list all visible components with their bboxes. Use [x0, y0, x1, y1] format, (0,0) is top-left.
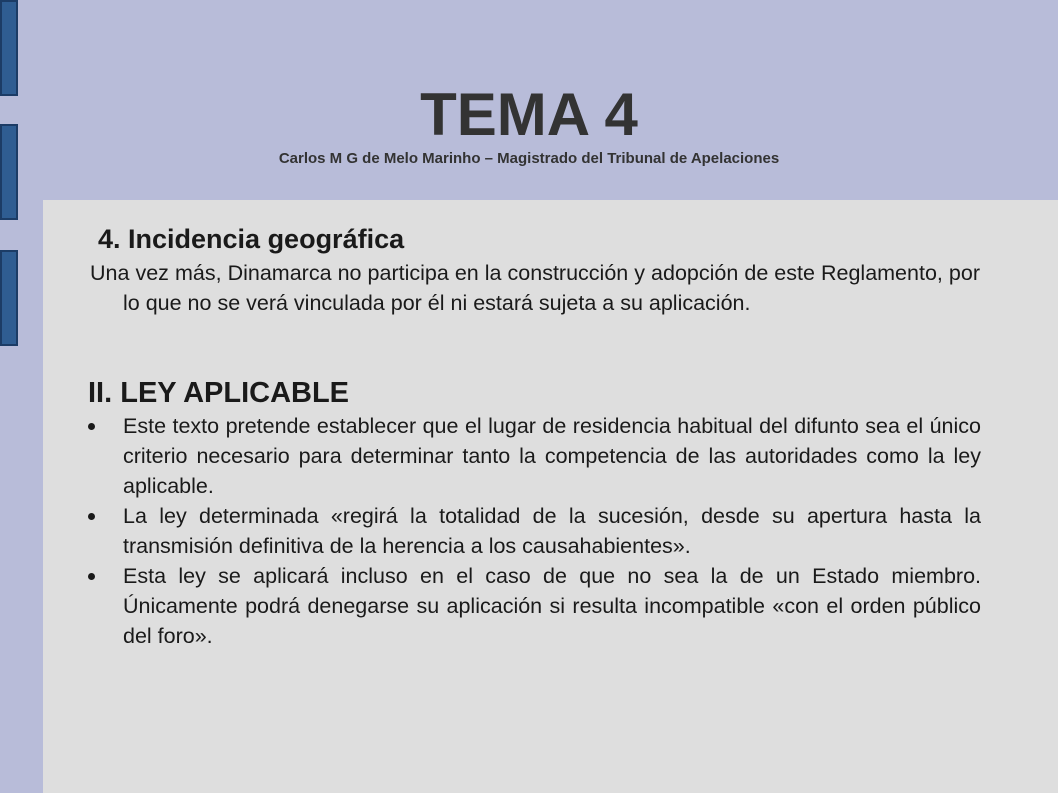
- bullet-list: [88, 411, 981, 651]
- slide-subtitle: Carlos M G de Melo Marinho – Magistrado del Tribunal de Apelaciones: [278, 150, 780, 167]
- list-item: [88, 501, 981, 561]
- bullet-text: Este texto pretende establecer que el lugar de residencia habitual del difunto sea el único criterio necesario para determinar tanto la competencia de las autoridades como la ley aplicable.: [123, 414, 981, 498]
- slide-header: [0, 0, 1058, 200]
- slide-title: TEMA 4: [420, 81, 638, 148]
- list-item: [88, 411, 981, 501]
- section-heading-ley-aplicable: II. LEY APLICABLE: [88, 377, 350, 409]
- bullet-icon: [88, 573, 95, 580]
- intro-paragraph: Una vez más, Dinamarca no participa en la construcción y adopción de este Reglamento, por lo que no se verá vinculada por él ni estará sujeta a su aplicación.: [90, 261, 980, 315]
- list-item: [88, 561, 981, 651]
- decorative-side-bar: [0, 250, 18, 346]
- section-heading-incidencia: 4. Incidencia geográfica: [98, 224, 405, 254]
- bullet-icon: [88, 423, 95, 430]
- bullet-text: La ley determinada «regirá la totalidad de la sucesión, desde su apertura hasta la transmisión definitiva de la herencia a los causahabientes».: [123, 504, 981, 558]
- bullet-icon: [88, 513, 95, 520]
- bullet-text: Esta ley se aplicará incluso en el caso de que no sea la de un Estado miembro. Únicamente podrá denegarse su aplicación si resulta incompatible «con el orden público del foro».: [123, 564, 981, 648]
- slide-content: [43, 200, 1058, 793]
